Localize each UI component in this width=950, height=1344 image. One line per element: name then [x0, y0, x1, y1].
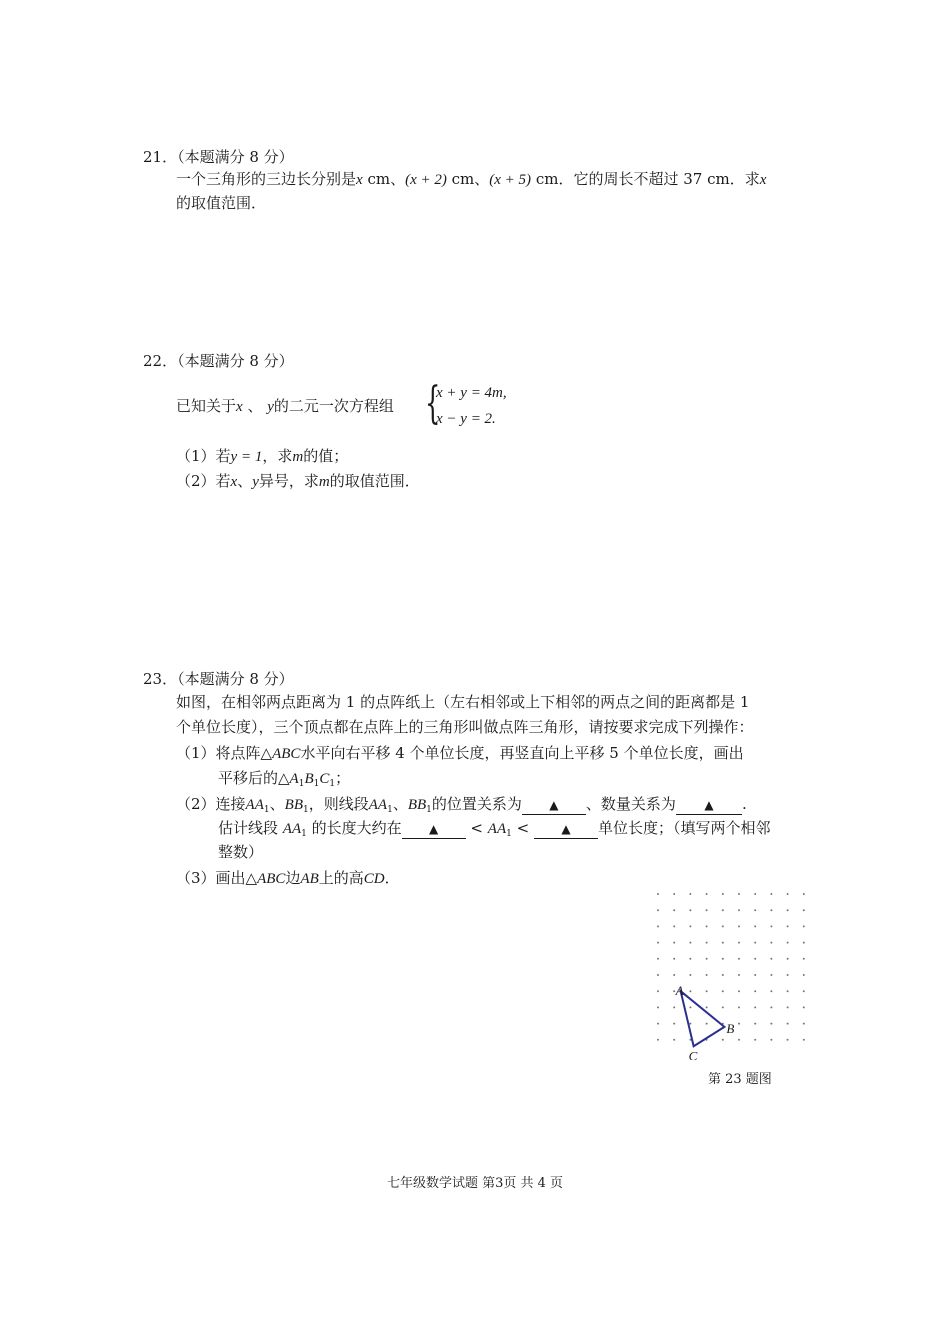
q23-p2-line2-b: 的长度大约在 [311, 819, 402, 837]
q23-p3-ab: AB [300, 871, 319, 887]
q23-part3 [176, 868, 400, 889]
lattice-dot [738, 893, 740, 895]
lattice-dot [689, 1023, 691, 1025]
q22-p1-cond: y = 1 [230, 449, 263, 465]
q22-part2 [176, 471, 420, 492]
lattice-dot [706, 1006, 708, 1008]
lattice-dot [754, 974, 756, 976]
q23-p2-est-a: A [282, 821, 292, 837]
lattice-dot [706, 990, 708, 992]
q22-p1-c: ，求 [262, 447, 293, 465]
lattice-dot [657, 893, 659, 895]
lattice-dot [738, 974, 740, 976]
lattice-dot [689, 990, 691, 992]
q22-var-y: y [267, 399, 274, 415]
q22-part1 [176, 446, 348, 467]
lattice-dot [673, 1039, 675, 1041]
lattice-dot [787, 925, 789, 927]
lattice-dot [754, 909, 756, 911]
vertex-label-a: A [675, 983, 684, 999]
q21-statement [176, 169, 766, 190]
q23-p3-a: （3）画出△ [176, 869, 258, 887]
q23-p3-b: 边 [285, 869, 301, 887]
q22-var-x: x [236, 399, 243, 415]
q23-p2-seg-aa1-a: A [368, 797, 378, 813]
lattice-dot [722, 974, 724, 976]
lattice-dot [738, 1023, 740, 1025]
lattice-dot [787, 942, 789, 944]
lattice-dot [787, 990, 789, 992]
lattice-dot [673, 958, 675, 960]
q22-p1-d: 的值； [303, 447, 349, 465]
lattice-dot [754, 1023, 756, 1025]
q23-p2-aa1-b: A [254, 797, 264, 813]
lattice-dot [738, 958, 740, 960]
q23-part2-line3: 整数） [218, 843, 264, 861]
lattice-dot [657, 942, 659, 944]
q23-p2-line2-a: 估计线段 [218, 819, 283, 837]
q23-p2-aa1-a: A [245, 797, 255, 813]
lattice-dot [738, 1006, 740, 1008]
q23-p3-cd: CD [363, 871, 385, 887]
lattice-dot [754, 893, 756, 895]
q23-p1-a1: A [289, 771, 299, 787]
q23-p1-c1-sub: 1 [329, 779, 336, 789]
lattice-dot [706, 1023, 708, 1025]
q23-title: 23．（本题满分 8 分） [143, 670, 294, 688]
q23-p1-b1-sub: 1 [313, 779, 320, 789]
lattice-dot [722, 942, 724, 944]
answer-blank-upper[interactable]: ▲ [534, 821, 598, 839]
q21-text-f: cm．它的周长不超过 37 cm．求 [531, 170, 760, 188]
q21-statement-line2: 的取值范围． [176, 194, 267, 212]
q23-p2-seg-bb1-sub: 1 [426, 805, 432, 815]
lattice-dot [673, 1006, 675, 1008]
lattice-dot [673, 974, 675, 976]
q22-p1-m: m [292, 449, 304, 465]
lattice-dot [787, 1006, 789, 1008]
lattice-dot [803, 909, 805, 911]
q23-p1-a1-sub: 1 [298, 779, 305, 789]
q21-title: 21．（本题满分 8 分） [143, 148, 294, 166]
q23-p3-d: ． [384, 869, 400, 887]
lattice-dot [706, 942, 708, 944]
lattice-dot [657, 925, 659, 927]
q23-p2-b: ，则线段 [308, 795, 369, 813]
q23-p1-c1: C [319, 771, 330, 787]
vertex-label-c: C [688, 1048, 698, 1060]
q22-p2-b: 、 [237, 472, 253, 490]
q23-p2-bb1-sub: 1 [302, 805, 309, 815]
lattice-dot [770, 942, 772, 944]
lattice-dot [689, 942, 691, 944]
lattice-dot [673, 893, 675, 895]
q23-p1-b: 水平向右平移 4 个单位长度，再竖直向上平移 5 个单位长度，画出 [300, 744, 744, 762]
q22-intro-a: 已知关于 [176, 397, 237, 415]
q22-p2-c: 异号，求 [258, 472, 319, 490]
q23-p2-seg-aa1-b: A [377, 797, 388, 813]
q22-p1-a: （1）若 [176, 447, 231, 465]
q22-p2-m: m [318, 474, 330, 490]
q23-p2-ineq-sub: 1 [506, 829, 512, 839]
q23-p2-seg-bb1-a: B [407, 797, 417, 813]
page-footer: 七年级数学试题 第3页 共 4 页 [386, 1176, 564, 1191]
q22-p2-x: x [230, 474, 238, 490]
answer-blank-lower[interactable]: ▲ [402, 821, 466, 839]
lattice-dot [722, 958, 724, 960]
lattice-dot [754, 1006, 756, 1008]
lattice-dot [738, 909, 740, 911]
q23-p2-line2-c: 单位长度；（填写两个相邻 [597, 819, 771, 837]
q22-intro-b: 、 [242, 397, 268, 415]
lattice-dot [689, 1006, 691, 1008]
q21-var-x: x [356, 172, 363, 188]
lattice-dot [754, 925, 756, 927]
lattice-dot [770, 893, 772, 895]
lattice-dot [770, 990, 772, 992]
vertex-label-b: B [726, 1020, 735, 1036]
lattice-dot [657, 958, 659, 960]
q23-part2-line2: 估计线段 $AA_1$ 的长度大约在 ▲ < $AA_1$ < ▲ 单位长度；（填写两个相邻 [218, 819, 771, 839]
answer-blank-position[interactable]: ▲ [522, 797, 586, 815]
lattice-dot [722, 1039, 724, 1041]
lattice-dot [803, 990, 805, 992]
lattice-dot [706, 925, 708, 927]
q23-part2-line1: （2）连接$AA_1$、$BB_1$，则线段$AA_1$、$BB_1$的位置关系为 ▲ 、数量关系为 ▲ . [176, 795, 747, 815]
lattice-dot [738, 1039, 740, 1041]
q22-intro [176, 396, 394, 417]
q23-p3-c: 上的高 [318, 869, 364, 887]
dot-lattice-figure[interactable] [652, 890, 812, 1060]
answer-blank-quantity[interactable]: ▲ [676, 797, 742, 815]
figure-caption: 第 23 题图 [708, 1072, 772, 1087]
lattice-dot [722, 909, 724, 911]
q23-p2-d: 、数量关系为 [585, 795, 676, 813]
q22-p2-y: y [252, 474, 259, 490]
q23-p2-e: . [741, 795, 747, 813]
lattice-dot [689, 958, 691, 960]
lattice-dot [787, 974, 789, 976]
lattice-dot [673, 1023, 675, 1025]
q23-p2-ineq-a: A [487, 821, 497, 837]
q23-p1-a: （1）将点阵△ [176, 744, 273, 762]
triangle-abc [681, 991, 725, 1046]
lattice-dot [673, 909, 675, 911]
lattice-dot [689, 974, 691, 976]
lattice-dot [770, 1023, 772, 1025]
q23-p2-bb1-a: B [284, 797, 294, 813]
lattice-dot [803, 942, 805, 944]
lattice-dot [689, 909, 691, 911]
equation-brace: { [425, 378, 441, 429]
lattice-dot [754, 1039, 756, 1041]
lattice-dot [787, 893, 789, 895]
lattice-dot [770, 1006, 772, 1008]
lattice-dot [770, 958, 772, 960]
q23-p2-bb1-b: B [293, 797, 303, 813]
q23-p1-abc: ABC [272, 746, 301, 762]
lattice-dot [673, 925, 675, 927]
lattice-dot [770, 909, 772, 911]
lattice-dot [706, 974, 708, 976]
lattice-dot [787, 958, 789, 960]
lattice-dot [657, 1023, 659, 1025]
q23-intro-line1: 如图，在相邻两点距离为 1 的点阵纸上（左右相邻或上下相邻的两点之间的距离都是 1 [176, 693, 750, 711]
lattice-dot [657, 990, 659, 992]
lattice-dot [657, 1039, 659, 1041]
lattice-dot [722, 893, 724, 895]
lattice-dot [738, 942, 740, 944]
q22-equation-1: x + y = 4m, [436, 385, 507, 401]
lattice-dot [803, 974, 805, 976]
q23-p2-aa1-sub: 1 [263, 805, 270, 815]
lattice-dot [738, 925, 740, 927]
lattice-dot [754, 990, 756, 992]
lattice-dot [754, 958, 756, 960]
q23-intro-line2: 个单位长度），三个顶点都在点阵上的三角形叫做点阵三角形，请按要求完成下列操作： [176, 718, 754, 736]
q23-p2-est-a1: A [291, 821, 302, 837]
q21-var-x2: x [759, 172, 767, 188]
lattice-dot [706, 909, 708, 911]
dot-grid [657, 893, 805, 1041]
q23-p2-est-sub: 1 [301, 829, 307, 839]
lattice-dot [657, 1006, 659, 1008]
lattice-dot [738, 990, 740, 992]
lattice-dot [706, 958, 708, 960]
q21-text-a: 一个三角形的三边长分别是 [176, 170, 357, 188]
q22-p2-a: （2）若 [176, 472, 231, 490]
q23-p2-ineq-a1: A [496, 821, 507, 837]
q23-p2-c: 的位置关系为 [431, 795, 522, 813]
lattice-dot [787, 1039, 789, 1041]
lattice-dot [689, 925, 691, 927]
q23-p1-b1: B [304, 771, 314, 787]
lattice-dot [803, 1039, 805, 1041]
q21-text-d: cm、 [446, 170, 490, 188]
lattice-dot [722, 990, 724, 992]
lattice-dot [754, 942, 756, 944]
lattice-dot [787, 1023, 789, 1025]
lattice-dot [803, 1023, 805, 1025]
lattice-dot [770, 974, 772, 976]
q23-p2-seg-aa1-sub: 1 [387, 805, 393, 815]
q22-title: 22．（本题满分 8 分） [143, 352, 294, 370]
q23-p3-abc: ABC [257, 871, 286, 887]
lattice-dot [803, 1006, 805, 1008]
lattice-dot [787, 909, 789, 911]
lattice-dot [722, 925, 724, 927]
lattice-dot [657, 909, 659, 911]
lattice-dot [770, 925, 772, 927]
q22-intro-c: 的二元一次方程组 [273, 397, 394, 415]
q21-text-b: cm、 [362, 170, 406, 188]
lattice-dot [722, 1006, 724, 1008]
lattice-dot [673, 942, 675, 944]
q22-p2-d: 的取值范围． [329, 472, 420, 490]
q21-expr-x5: (x + 5) [489, 172, 532, 188]
lattice-dot [706, 893, 708, 895]
lattice-dot [770, 1039, 772, 1041]
q23-part1-line2: 平移后的$\triangle A_1B_1C_1$； [218, 769, 351, 789]
lattice-dot [803, 958, 805, 960]
lattice-dot [689, 893, 691, 895]
lattice-dot [803, 925, 805, 927]
lattice-dot [803, 893, 805, 895]
q22-equation-2: x − y = 2. [436, 411, 496, 427]
lattice-dot [657, 974, 659, 976]
q21-expr-x2: (x + 2) [405, 172, 447, 188]
q23-p2-seg-bb1-b: B [417, 797, 427, 813]
q23-p1-line2-a: 平移后的△ [218, 769, 290, 787]
q23-p2-a: （2）连接 [176, 795, 246, 813]
q23-part1-line1 [176, 743, 744, 764]
